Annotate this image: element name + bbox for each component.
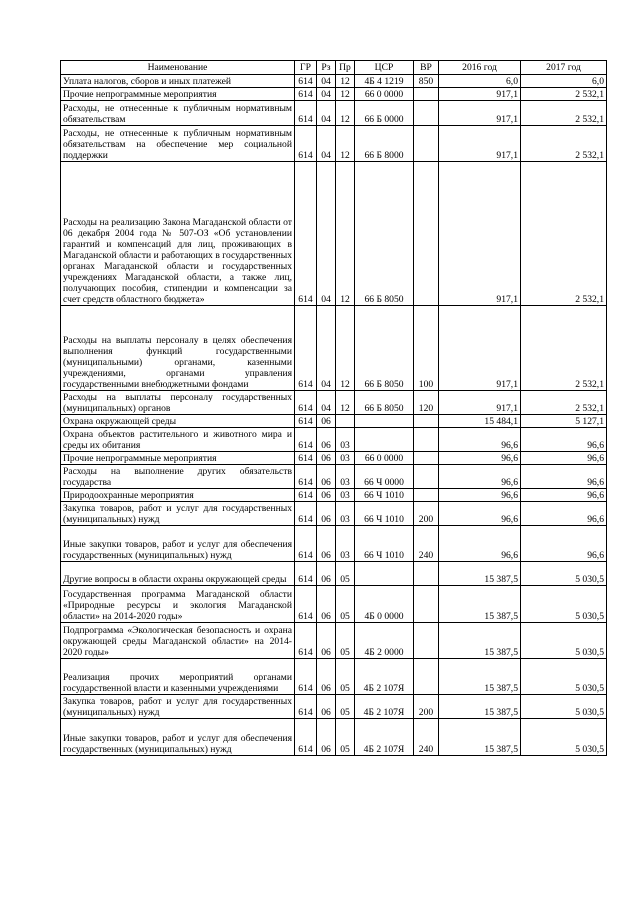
cell-gr: 614 (295, 126, 317, 162)
cell-y2017: 6,0 (521, 75, 607, 88)
cell-y2017: 2 532,1 (521, 101, 607, 126)
cell-gr: 614 (295, 101, 317, 126)
cell-vr (414, 162, 439, 306)
cell-y2016: 96,6 (439, 489, 521, 502)
cell-rz: 06 (317, 586, 336, 623)
cell-vr: 200 (414, 695, 439, 719)
cell-y2017: 5 030,5 (521, 659, 607, 695)
cell-vr (414, 428, 439, 452)
cell-y2017: 2 532,1 (521, 162, 607, 306)
cell-csr: 4Б 4 1219 (355, 75, 414, 88)
table-row (61, 428, 607, 452)
cell-csr: 66 Б 0000 (355, 101, 414, 126)
cell-vr (414, 659, 439, 695)
cell-vr (414, 562, 439, 586)
cell-y2016: 15 387,5 (439, 695, 521, 719)
cell-csr: 4Б 2 107Я (355, 659, 414, 695)
cell-rz: 06 (317, 465, 336, 489)
cell-name: Расходы, не отнесенные к публичным нормативным обязательствам на обеспечение мер социальной поддержки (61, 126, 295, 162)
cell-name: Закупка товаров, работ и услуг для государственных (муниципальных) нужд (61, 695, 295, 719)
cell-gr: 614 (295, 526, 317, 562)
cell-y2016: 6,0 (439, 75, 521, 88)
cell-csr: 66 Ч 0000 (355, 465, 414, 489)
cell-vr: 850 (414, 75, 439, 88)
cell-pr: 03 (336, 489, 355, 502)
cell-vr: 100 (414, 306, 439, 391)
cell-vr: 240 (414, 526, 439, 562)
cell-csr: 66 Ч 1010 (355, 526, 414, 562)
cell-vr (414, 126, 439, 162)
cell-rz: 06 (317, 502, 336, 526)
cell-y2017: 96,6 (521, 526, 607, 562)
cell-gr: 614 (295, 586, 317, 623)
table-row (61, 562, 607, 586)
cell-y2017: 96,6 (521, 452, 607, 465)
cell-y2016: 15 387,5 (439, 659, 521, 695)
cell-csr: 66 0 0000 (355, 452, 414, 465)
table-row (61, 623, 607, 659)
cell-name: Расходы на выплаты персоналу государственных (муниципальных) органов (61, 391, 295, 415)
table-row (61, 126, 607, 162)
table-row (61, 162, 607, 306)
cell-pr: 12 (336, 126, 355, 162)
cell-y2017: 5 030,5 (521, 562, 607, 586)
cell-csr: 66 0 0000 (355, 88, 414, 101)
cell-pr (336, 415, 355, 428)
cell-rz: 06 (317, 428, 336, 452)
cell-y2016: 96,6 (439, 428, 521, 452)
budget-table (60, 60, 607, 756)
cell-vr (414, 101, 439, 126)
cell-pr: 03 (336, 465, 355, 489)
cell-pr: 12 (336, 101, 355, 126)
cell-name: Охрана объектов растительного и животного мира и среды их обитания (61, 428, 295, 452)
cell-rz: 04 (317, 101, 336, 126)
table-row (61, 695, 607, 719)
table-row (61, 526, 607, 562)
cell-y2016: 15 387,5 (439, 586, 521, 623)
cell-rz: 06 (317, 623, 336, 659)
column-header-rz: Рз (317, 61, 336, 75)
cell-gr: 614 (295, 452, 317, 465)
cell-y2017: 2 532,1 (521, 126, 607, 162)
cell-rz: 06 (317, 659, 336, 695)
cell-gr: 614 (295, 623, 317, 659)
cell-gr: 614 (295, 465, 317, 489)
table-row (61, 415, 607, 428)
cell-pr: 05 (336, 719, 355, 756)
cell-gr: 614 (295, 695, 317, 719)
cell-csr: 66 Б 8050 (355, 306, 414, 391)
column-header-y2016: 2016 год (439, 61, 521, 75)
cell-gr: 614 (295, 391, 317, 415)
cell-name: Реализация прочих мероприятий органами государственной власти и казенными учреждениями (61, 659, 295, 695)
cell-name: Иные закупки товаров, работ и услуг для обеспечения государственных (муниципальных) нужд (61, 719, 295, 756)
cell-y2016: 96,6 (439, 465, 521, 489)
cell-y2017: 96,6 (521, 489, 607, 502)
cell-pr: 03 (336, 452, 355, 465)
cell-y2017: 5 030,5 (521, 719, 607, 756)
cell-vr (414, 88, 439, 101)
cell-rz: 06 (317, 719, 336, 756)
cell-rz: 04 (317, 126, 336, 162)
cell-name: Расходы, не отнесенные к публичным нормативным обязательствам (61, 101, 295, 126)
cell-pr: 05 (336, 695, 355, 719)
cell-y2016: 917,1 (439, 306, 521, 391)
cell-y2016: 15 387,5 (439, 623, 521, 659)
cell-csr: 66 Ч 1010 (355, 489, 414, 502)
table-row (61, 306, 607, 391)
cell-y2016: 15 387,5 (439, 719, 521, 756)
cell-gr: 614 (295, 88, 317, 101)
cell-csr: 4Б 0 0000 (355, 586, 414, 623)
cell-gr: 614 (295, 428, 317, 452)
column-header-gr: ГР (295, 61, 317, 75)
cell-gr: 614 (295, 659, 317, 695)
table-row (61, 502, 607, 526)
cell-gr: 614 (295, 719, 317, 756)
cell-name: Государственная программа Магаданской области «Природные ресурсы и экология Магаданской области» на 2014-2020 годы» (61, 586, 295, 623)
cell-pr: 03 (336, 428, 355, 452)
cell-csr: 66 Б 8000 (355, 126, 414, 162)
table-row (61, 719, 607, 756)
cell-y2016: 96,6 (439, 452, 521, 465)
cell-y2016: 917,1 (439, 126, 521, 162)
column-header-name: Наименование (61, 61, 295, 75)
cell-y2017: 2 532,1 (521, 391, 607, 415)
cell-pr: 03 (336, 526, 355, 562)
cell-y2017: 96,6 (521, 502, 607, 526)
cell-rz: 06 (317, 526, 336, 562)
column-header-pr: Пр (336, 61, 355, 75)
cell-pr: 12 (336, 75, 355, 88)
cell-pr: 05 (336, 586, 355, 623)
table-row (61, 452, 607, 465)
cell-vr (414, 586, 439, 623)
column-header-csr: ЦСР (355, 61, 414, 75)
cell-pr: 05 (336, 659, 355, 695)
cell-rz: 06 (317, 489, 336, 502)
cell-pr: 12 (336, 306, 355, 391)
cell-rz: 06 (317, 415, 336, 428)
cell-vr (414, 489, 439, 502)
cell-gr: 614 (295, 562, 317, 586)
cell-name: Другие вопросы в области охраны окружающей среды (61, 562, 295, 586)
cell-y2016: 15 387,5 (439, 562, 521, 586)
table-row (61, 489, 607, 502)
cell-csr: 66 Б 8050 (355, 391, 414, 415)
cell-pr: 12 (336, 88, 355, 101)
header-row (61, 61, 607, 75)
cell-gr: 614 (295, 502, 317, 526)
cell-y2017: 2 532,1 (521, 88, 607, 101)
cell-y2016: 917,1 (439, 88, 521, 101)
cell-pr: 12 (336, 391, 355, 415)
cell-name: Уплата налогов, сборов и иных платежей (61, 75, 295, 88)
cell-name: Подпрограмма «Экологическая безопасность и охрана окружающей среды Магаданской области» на 2014-2020 годы» (61, 623, 295, 659)
table-row (61, 101, 607, 126)
cell-name: Охрана окружающей среды (61, 415, 295, 428)
table-body (61, 75, 607, 756)
cell-y2016: 96,6 (439, 526, 521, 562)
cell-name: Прочие непрограммные мероприятия (61, 88, 295, 101)
cell-rz: 04 (317, 88, 336, 101)
cell-rz: 04 (317, 162, 336, 306)
column-header-y2017: 2017 год (521, 61, 607, 75)
cell-csr: 4Б 2 0000 (355, 623, 414, 659)
cell-pr: 12 (336, 162, 355, 306)
cell-csr: 66 Б 8050 (355, 162, 414, 306)
cell-rz: 06 (317, 695, 336, 719)
cell-csr (355, 562, 414, 586)
cell-y2017: 5 030,5 (521, 623, 607, 659)
cell-vr (414, 623, 439, 659)
cell-vr: 120 (414, 391, 439, 415)
cell-y2017: 5 030,5 (521, 586, 607, 623)
cell-rz: 04 (317, 391, 336, 415)
cell-y2016: 917,1 (439, 101, 521, 126)
cell-y2017: 5 030,5 (521, 695, 607, 719)
cell-vr: 200 (414, 502, 439, 526)
cell-y2016: 96,6 (439, 502, 521, 526)
cell-vr (414, 415, 439, 428)
cell-y2017: 96,6 (521, 465, 607, 489)
cell-pr: 05 (336, 562, 355, 586)
cell-csr (355, 415, 414, 428)
table-row (61, 75, 607, 88)
cell-y2016: 917,1 (439, 391, 521, 415)
table-row (61, 659, 607, 695)
cell-y2017: 96,6 (521, 428, 607, 452)
column-header-vr: ВР (414, 61, 439, 75)
cell-name: Иные закупки товаров, работ и услуг для обеспечения государственных (муниципальных) нужд (61, 526, 295, 562)
cell-pr: 05 (336, 623, 355, 659)
cell-pr: 03 (336, 502, 355, 526)
cell-rz: 06 (317, 452, 336, 465)
cell-csr: 4Б 2 107Я (355, 719, 414, 756)
table-header (61, 61, 607, 75)
cell-gr: 614 (295, 162, 317, 306)
cell-name: Закупка товаров, работ и услуг для государственных (муниципальных) нужд (61, 502, 295, 526)
cell-csr (355, 428, 414, 452)
cell-gr: 614 (295, 75, 317, 88)
cell-name: Прочие непрограммные мероприятия (61, 452, 295, 465)
cell-name: Расходы на выполнение других обязательств государства (61, 465, 295, 489)
cell-vr (414, 452, 439, 465)
cell-rz: 06 (317, 562, 336, 586)
cell-rz: 04 (317, 75, 336, 88)
table-row (61, 465, 607, 489)
cell-csr: 4Б 2 107Я (355, 695, 414, 719)
cell-gr: 614 (295, 415, 317, 428)
table-row (61, 391, 607, 415)
cell-y2017: 2 532,1 (521, 306, 607, 391)
cell-name: Расходы на реализацию Закона Магаданской области от 06 декабря 2004 года № 507-ОЗ «Об установлении гарантий и компенсаций для лиц, проживающих в Магаданской области и работающих в государственных органах Магаданской области и государственных учреждениях Магаданской области, а также лиц, получающих пособия, стипендии и компенсации за счет средств областного бюджета» (61, 162, 295, 306)
cell-rz: 04 (317, 306, 336, 391)
cell-csr: 66 Ч 1010 (355, 502, 414, 526)
cell-y2016: 917,1 (439, 162, 521, 306)
cell-y2016: 15 484,1 (439, 415, 521, 428)
cell-name: Природоохранные мероприятия (61, 489, 295, 502)
table-row (61, 586, 607, 623)
cell-y2017: 5 127,1 (521, 415, 607, 428)
cell-vr: 240 (414, 719, 439, 756)
cell-gr: 614 (295, 306, 317, 391)
table-row (61, 88, 607, 101)
cell-gr: 614 (295, 489, 317, 502)
cell-vr (414, 465, 439, 489)
cell-name: Расходы на выплаты персоналу в целях обеспечения выполнения функций государственными (муниципальными) органами, казенными учреждениями, органами управления государственными внебюджетными фондами (61, 306, 295, 391)
